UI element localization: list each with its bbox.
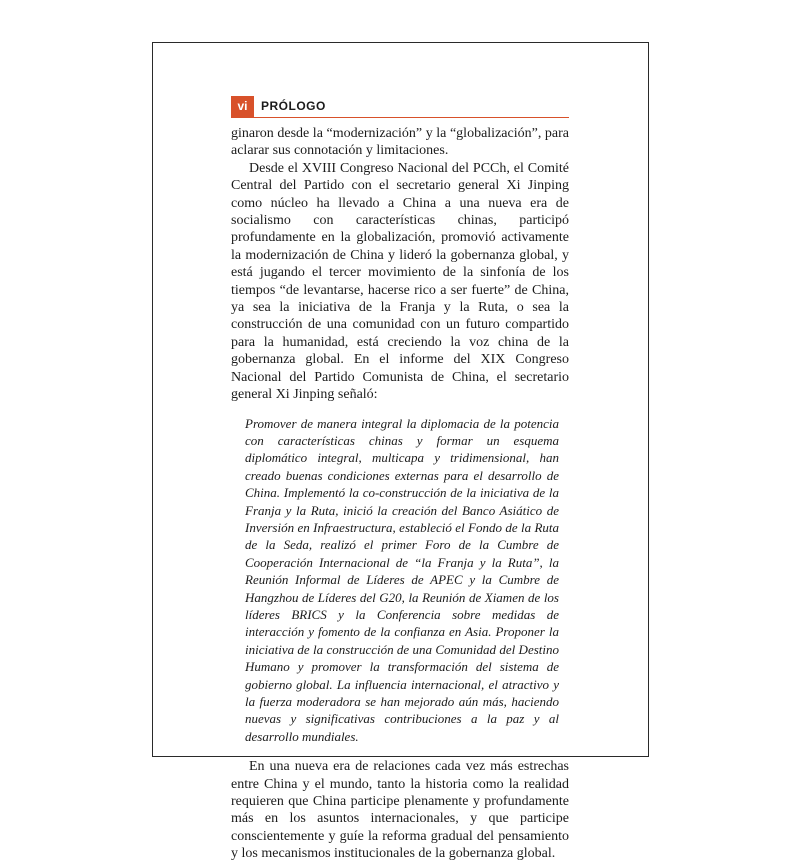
body-text [231,125,569,863]
paragraph: Desde el XVIII Congreso Nacional del PCCh, el Comité Central del Partido con el secretario general Xi Jinping como núcleo ha llevado a China a una nueva era de socialismo con características chinas, participó profundamente en la globalización, promovió activamente la modernización de China y lideró la gobernanza global, y está jugando el tercer movimiento de la sinfonía de los tiempos “de levantarse, hacerse rico a ser fuerte” de China, ya sea la iniciativa de la Franja y la Ruta, o sea la construcción de una comunidad con un futuro compartido para la humanidad, está creciendo la voz china de la gobernanza global. En el informe del XIX Congreso Nacional del Partido Comunista de China, el secretario general Xi Jinping señaló: [231,160,569,403]
page-header [231,96,569,118]
book-page [152,42,649,862]
page-number-badge: vi [231,96,254,117]
block-quote [245,415,559,746]
quote-text: Promover de manera integral la diplomacia de la potencia con características chinas y formar un esquema diplomático integral, multicapa y tridimensional, han creado buenas condiciones externas para el desarrollo de China. Implementó la co-construcción de la iniciativa de la Franja y la Ruta, inició la creación del Banco Asiático de Inversión en Infraestructura, estableció el Fondo de la Ruta de la Seda, realizó el primer Foro de la Cumbre de Cooperación Internacional de “la Franja y la Ruta”, la Reunión Informal de Líderes de APEC y la Cumbre de Hangzhou de Líderes del G20, la Reunión de Xiamen de los líderes BRICS y la Conferencia sobre medidas de interacción y fomento de la confianza en Asia. Proponer la iniciativa de la construcción de una Comunidad del Destino Humano y promover la transformación del sistema de gobierno global. La influencia internacional, el atractivo y la fuerza moderadora se han mejorado aún más, haciendo nuevas y significativas contribuciones a la paz y al desarrollo mundiales. [245,415,559,744]
paragraph-continued: ginaron desde la “modernización” y la “globalización”, para aclarar sus connotación y limitaciones. [231,126,569,159]
running-head-title: PRÓLOGO [261,99,326,113]
paragraph: En una nueva era de relaciones cada vez más estrechas entre China y el mundo, tanto la historia como la realidad requieren que China participe plenamente y profundamente más en los asuntos internacionales, y que participe conscientemente y guíe la reforma gradual del pensamiento y los mecanismos institucionales de la gobernanza global. [231,759,569,862]
